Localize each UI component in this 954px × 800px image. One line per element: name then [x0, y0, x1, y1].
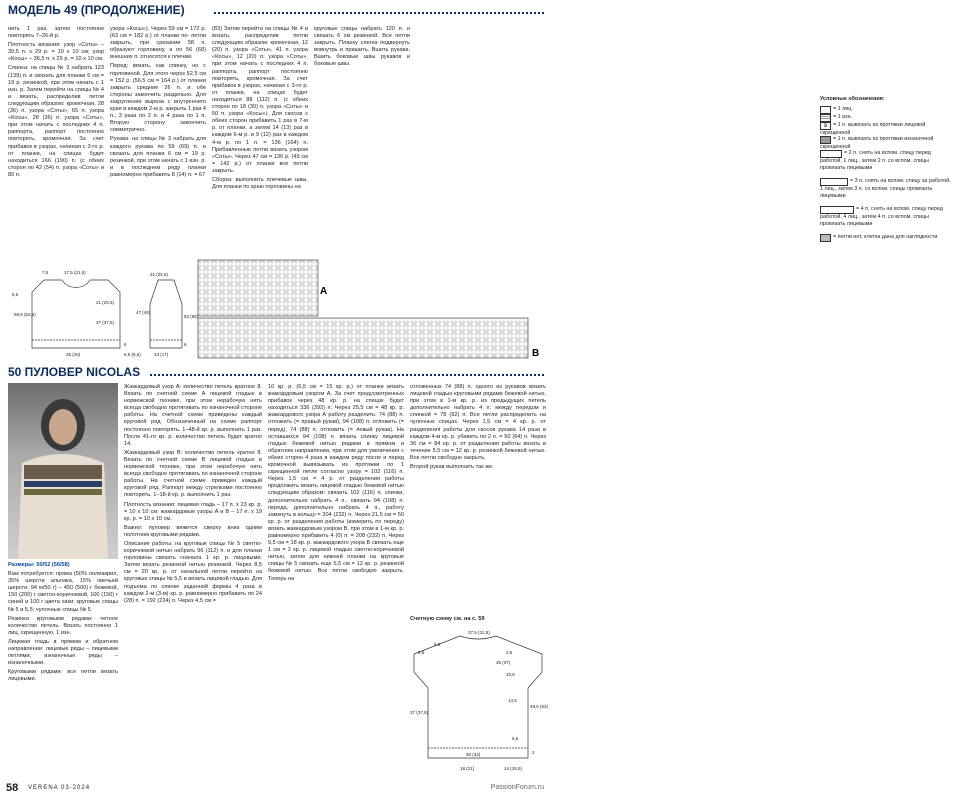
model49-column-1 [8, 26, 104, 254]
page-footer [0, 778, 552, 800]
sch50-2: 3,5 [506, 650, 513, 655]
symbols-legend [410, 96, 951, 276]
cable-3-symbol-icon [820, 178, 848, 186]
sch50-6: 5,5 [512, 736, 519, 741]
sch49-sleeve-1: 47 (49) [136, 310, 151, 315]
m50-c2-p0: Жаккардовый узор А: количество петель кратное 8. Вязать по счетной схеме А лицевой гладью в норвежской технике, при этом нерабочую нить всегда свободно протягивать по изнаночной стороне работы. На счетной схеме приведены каждый круговой ряд. Обозначенный на схеме раппорт постоянно повторять. 1–48-й кр. р. выполнить 1 раз. После 41-го кр. р. количество петель будет кратно 14. [124, 384, 262, 447]
m49-c2-p2: Рукава: на спицы № 3 набрать для каждого рукава по 59 (69) п. и связать для планки 6 см = 19 р. резинкой, при этом начать с 1 изн. р. и в последнем ряду планки равномерно прибавить 8 (14) п. = 67 [110, 136, 206, 178]
m50-c4-p1: Второй рукав выполнить так же. [410, 464, 494, 471]
sch49-sleeve-3: 6,5 (8,5) [124, 352, 141, 357]
sch49-label-0: 7,5 [42, 270, 49, 275]
sch50-13: 8,5 [434, 642, 441, 647]
section2-title: 50 ПУЛОВЕР NICOLAS [8, 365, 141, 379]
chart-letter-b: B [532, 348, 540, 359]
no-stitch-symbol-icon [820, 234, 831, 242]
m50-c2-p1: Жаккардовый узор В: количество петель кратно 8. Вязать по счетной схеме В лицевой гладью в норвежской технике, при этом нерабочую нить всегда свободно протягивать по изнаночной стороне работы. На счетной схеме приведен каждый круговой ряд. Раппорт между стрелками постоянно повторять. 1–18-й кр. р. выполнить 1 раз. [124, 449, 262, 499]
page-number: 58 [6, 782, 19, 794]
legend-title: Условные обозначения: [820, 96, 885, 102]
model50-column-4 [410, 384, 546, 612]
sch50-4: 37 (37,5) [410, 710, 429, 715]
knit-symbol-icon [820, 106, 831, 114]
m49-c3-p0: (83) Затем перейти на спицы № 4 и вязать, распределив петли следующим образом: кромочная, 12 (20) п. узора «Соты», 41 п. узора «Косы», 12 (20) п. узора «Соты», при этом начать с последних 4 п. раппорта, раппорт постоянно повторять, кромочная. За счет прибавок в узорах, начиная с 3-го р. от планки, на спицах будет находиться 88 (112) п. (с обеих сторон по 18 (30) п. узора «Соты» и 50 п. узора «Косы»). Для скосов с обеих сторон прибавить 1 раз в 7-м р. от планки, а затем 14 (13) раз в каждом 6-м р. и 9 (12) раз в каждом 4-м р. по 1 п. = 136 (164) п. Прибавленные петли вязать узором «Соты». Через 47 см = 136 р. (49 см = 142 р.) от планки все петли закрыть. [212, 26, 308, 174]
cable-2-symbol-icon [820, 150, 842, 158]
model-photo [8, 383, 118, 559]
model50-column-1 [8, 562, 118, 776]
m50-c2-p2: Плотность вязания: лицевая гладь – 17 п. х 23 кр. р. = 10 х 10 см; жаккардовые узоры А и В – 17 п. х 19 кр. р. = 10 х 10 см. [124, 501, 262, 522]
model49-knit-chart [196, 258, 546, 364]
m50-c1-p4: Круговыми рядами: все петли вязать лицевыми. [8, 669, 118, 683]
model49-column-2 [110, 26, 206, 254]
sch49-label-4: 37 (37,5) [96, 320, 115, 325]
legend-item-inc-purl: = 1 п. вывязать из протяжки изнаночной скрещенной [820, 136, 934, 150]
model49-column-4 [314, 26, 410, 96]
watermark-site: PassionForum.ru [490, 784, 544, 791]
sweater-photo-image [8, 383, 118, 559]
sch49-sleeve-0: 21 (25,5) [150, 272, 169, 277]
sch49-sleeve-4: 13 (17) [154, 352, 169, 357]
legend-item-no-stitch: = петли нет, клетка дана для наглядности [820, 234, 954, 242]
m49-c3-p1: Сборка: выполнить плечевые швы. Для планки по краю горловины на [212, 176, 308, 191]
sch49-sleeve-2: 6 [184, 342, 187, 347]
model49-column-3 [212, 26, 308, 254]
m49-c4-p0: круговые спицы набрать 120 п. и связать 6 см резинкой. Все петли закрыть. Планку слегка подвернуть вовнутрь и пришить. Вшить рукава. Вшить боковые швы рукавов и боковые швы. [314, 26, 410, 68]
cable-4-symbol-icon [820, 206, 854, 214]
legend-item-cable-3: = 3 п. снять на вспом. спицу за работой, 1 лиц., затем 3 п. со вспом. спицы провязать лицевыми [820, 178, 951, 199]
m50-c1-p2: Резинка круговыми рядами: четное количество петель. Вязать постоянно 1 лиц. скрещенную, 1 изн. [8, 615, 118, 636]
sch50-7: 2 [532, 750, 535, 755]
sch49-sleeve-5: 53 (55) [184, 314, 199, 319]
sch50-8: 30 (34) [466, 752, 481, 757]
sch50-1: 35 (37) [496, 660, 511, 665]
m49-c2-p1: Перед: вязать, как спинку, но с горловиной. Для этого через 52,5 см = 152 р. (56,5 см = 164 р.) от планки закрыть средние 26 п. и обе стороны закончить раздельно. Для закругления выреза с внутреннего края в каждом 2-м р. закрыть 1 раз 4 п., 3 раза по 2 п. и 4 раза по 1 п. Вторую сторону закончить симметрично. [110, 63, 206, 134]
sch49-label-3: 21 (25,5) [96, 300, 115, 305]
legend-item-cable-2: = 2 п. снять на вспом. спицу перед работой, 1 лиц., затем 2 п. со вспом. спицы провязать лицевыми [820, 150, 931, 171]
page-title: МОДЕЛЬ 49 (ПРОДОЛЖЕНИЕ) [8, 3, 185, 17]
page-header [0, 0, 552, 22]
m50-c1-p3: Лицевая гладь в прямом и обратном направлении: лицевые ряды – лицевыми петлями, изнаночные ряды – изнаночными. [8, 638, 118, 667]
m50-c1-p1: Вам потребуется: пряжа (50% полиакрил, 35% шерсти альпака, 15% овечьей шерсти; 94 м/50 г) – 450 (500) г бежевой, 150 (200) г светло-коричневой, 100 (150) г синей и 100 г цвета хаки; круговые спицы № 5 и 5,5; чулочные спицы № 5. [8, 571, 118, 613]
legend-item-purl: = 1 изн. [820, 114, 954, 122]
legend-item-inc-knit: Ջ = 1 п. вывязать из протяжки лицевой скрещенной [820, 122, 926, 136]
m49-c1-p0: нить 1 раз, затем постоянно повторять 7–26-й р. [8, 26, 104, 40]
sch50-9: 48,5 (53) [530, 704, 549, 709]
sch50-11: 14 (15,5) [504, 766, 523, 771]
model50-column-3 [268, 384, 404, 776]
m49-c1-p1: Плотность вязания: узор «Соты» – 30,5 п. х 29 р. = 10 х 10 см; узор «Косы» – 36,5 п. х 29 р. = 10 х 10 см. [8, 42, 104, 63]
header-divider [214, 12, 544, 14]
sch50-10: 18 (21) [460, 766, 475, 771]
purl-symbol-icon [820, 114, 831, 122]
sch49-label-6: 25 (29) [66, 352, 81, 357]
chart-caption: Счетную схему см. на с. 59 [410, 616, 485, 622]
model50-column-2 [124, 384, 262, 776]
m50-c3-p0: 10 кр. р. (6,5 см = 15 кр. р.) от планки вязать жаккардовым узором А. За счет предусмотренных прибавок через 48 кр. р. на спицах будет находиться 336 (392) п. Через 25,5 см = 48 кр. р. жаккардового узора А работу разделить: 74 (88) п. отложить (= правый рукав), 94 (108) п. отложить (= перед), 74 (88) п. отложить (= левый рукав). На оставшихся 94 (108) п. вязать спинку лицевой гладью бежевой нитью рядами в прямом и обратном направлении, при этом для увеличения с обеих сторон 4 раза в каждом ряду после и перед кромочной вывязывать из протяжки по 1 скрещенной петле согласно узору = 102 (116) п. Через 1,5 см = 4 р. от разделения работы продолжить вязать лицевой гладью бежевой нитью следующим образом: связать 102 (116) п. спинки, дополнительно набрать 4 п., связать 94 (108) п. переда, дополнительно набрать 4 п., работу замкнуть в кольцо = 204 (232) п. Через 21,5 см = 50 кр. р. от разделения работы (измерить по переду) вязать жаккардовым узором В, при этом в 1-м кр. р. равномерно прибавить 4 (0) п. = 208 (232) п. Через 9,5 см = 18 кр. р. жаккардового узора В связать еще 1 см = 2 кр. р. лицевой гладью светло-коричневой нитью, затем для нижней планки на круговые спицы № 5 связать еще 5,5 см = 12 кр. р. резинкой бежевой нитью. Все петли свободно закрыть. Теперь на [268, 384, 404, 582]
m50-sizes: Размеры: 50/52 (56/58) [8, 562, 70, 568]
sch49-label-5: 58,5 (62,5) [14, 312, 36, 317]
m50-c2-p3: Важно: пуловер вяжется сверху вниз одним полотном круговыми рядами. [124, 524, 262, 538]
section2-header [0, 364, 552, 380]
increase-purl-symbol-icon [820, 136, 831, 144]
m50-c2-p4: Описание работы: на круговые спицы № 5 светло-коричневой нитью набрать 96 (112) п. и для планки горловины связать сначала 1 кр. р. лицевыми. Затем вязать резинкой нитью резинкой. Через 8,5 см = 20 кр. р. от начальной петли перейти на круговые спицы № 5,5 и вязать лицевой гладью. Для подъема по спинке заданной формы 4 раза в каждом 2-м (3-м) кр. р. равномерно прибавить по 24 (28) п. = 192 (224) п. Через 4,5 см = [124, 540, 262, 604]
chart-letter-a: A [320, 286, 328, 297]
sch50-0: 27,5 (31,5) [468, 630, 490, 635]
section2-divider [150, 374, 544, 376]
legend-item-knit: = 1 лиц. [820, 106, 954, 114]
sch49-label-2: 6,5 [12, 292, 19, 297]
sch49-label-7: 6 [124, 342, 127, 347]
legend-item-cable-4: = 4 п. снять на вспом. спицу перед работой, 4 лиц., затем 4 п. со вспом. спицы провязать лицевыми [820, 206, 943, 227]
m50-c4-p0: отложенных 74 (88) п. одного из рукавов вязать лицевой гладью круговыми рядами бежевой нитью, при этом в 1-м кр. р. из предыдущих петель дополнительно набрать 4 п. между передом и спинкой = 78 (92) п. Все петли распределить на чулочных спицах. Через 1,5 см = 4 кр. р. от разделения работы для скосов рукава 14 раза в каждом 4-м кр. р. убавить по 2 п. = 50 (64) п. Через 36 см = 84 кр. р. от разделения работы вязать в течение 5,5 см = 12 кр. р. резинкой бежевой нитью. Все петли свободно закрыть. [410, 384, 546, 461]
model50-schematic [408, 628, 548, 776]
increase-knit-symbol-icon: Ջ [820, 122, 831, 130]
sch50-5: 14,5 [508, 698, 517, 703]
sch50-12: 5,5 [418, 650, 425, 655]
model49-body-schematic [4, 256, 199, 364]
magazine-name: VERENA 03-2024 [28, 785, 91, 791]
m49-c2-p0: узора «Косы»). Через 59 см = 172 р. (63 см = 182 р.) от планки по- петли закрыть, при срезании 58 п. образуют горловину, а по 56 (68) внешних п. относятся к плечам. [110, 26, 206, 61]
sch50-3: 10,5 [506, 672, 515, 677]
m49-c1-p2: Спинка: на спицы № 3 набрать 123 (139) п. и связать для планки 6 см = 19 р. резинкой, при этом начать с 1 изн. р. Затем перейти на спицы № 4 и вязать, распределив петли следующим образом: кромочная, 28 (36) п. узора «Соты», 65 п. узора «Косы», 28 (36) п. узора «Соты», при этом начать с последних 4 п. раппорта, раппорт постоянно повторять, кромочная. За счет прибавок в узорах, начиная с 3-го р. от планки, на спицах будет находиться 166 (190) п. (с обеих сторон по 42 (54) п. узора «Соты» и 80 п. [8, 65, 104, 178]
sch49-label-1: 17,5 (21,5) [64, 270, 86, 275]
